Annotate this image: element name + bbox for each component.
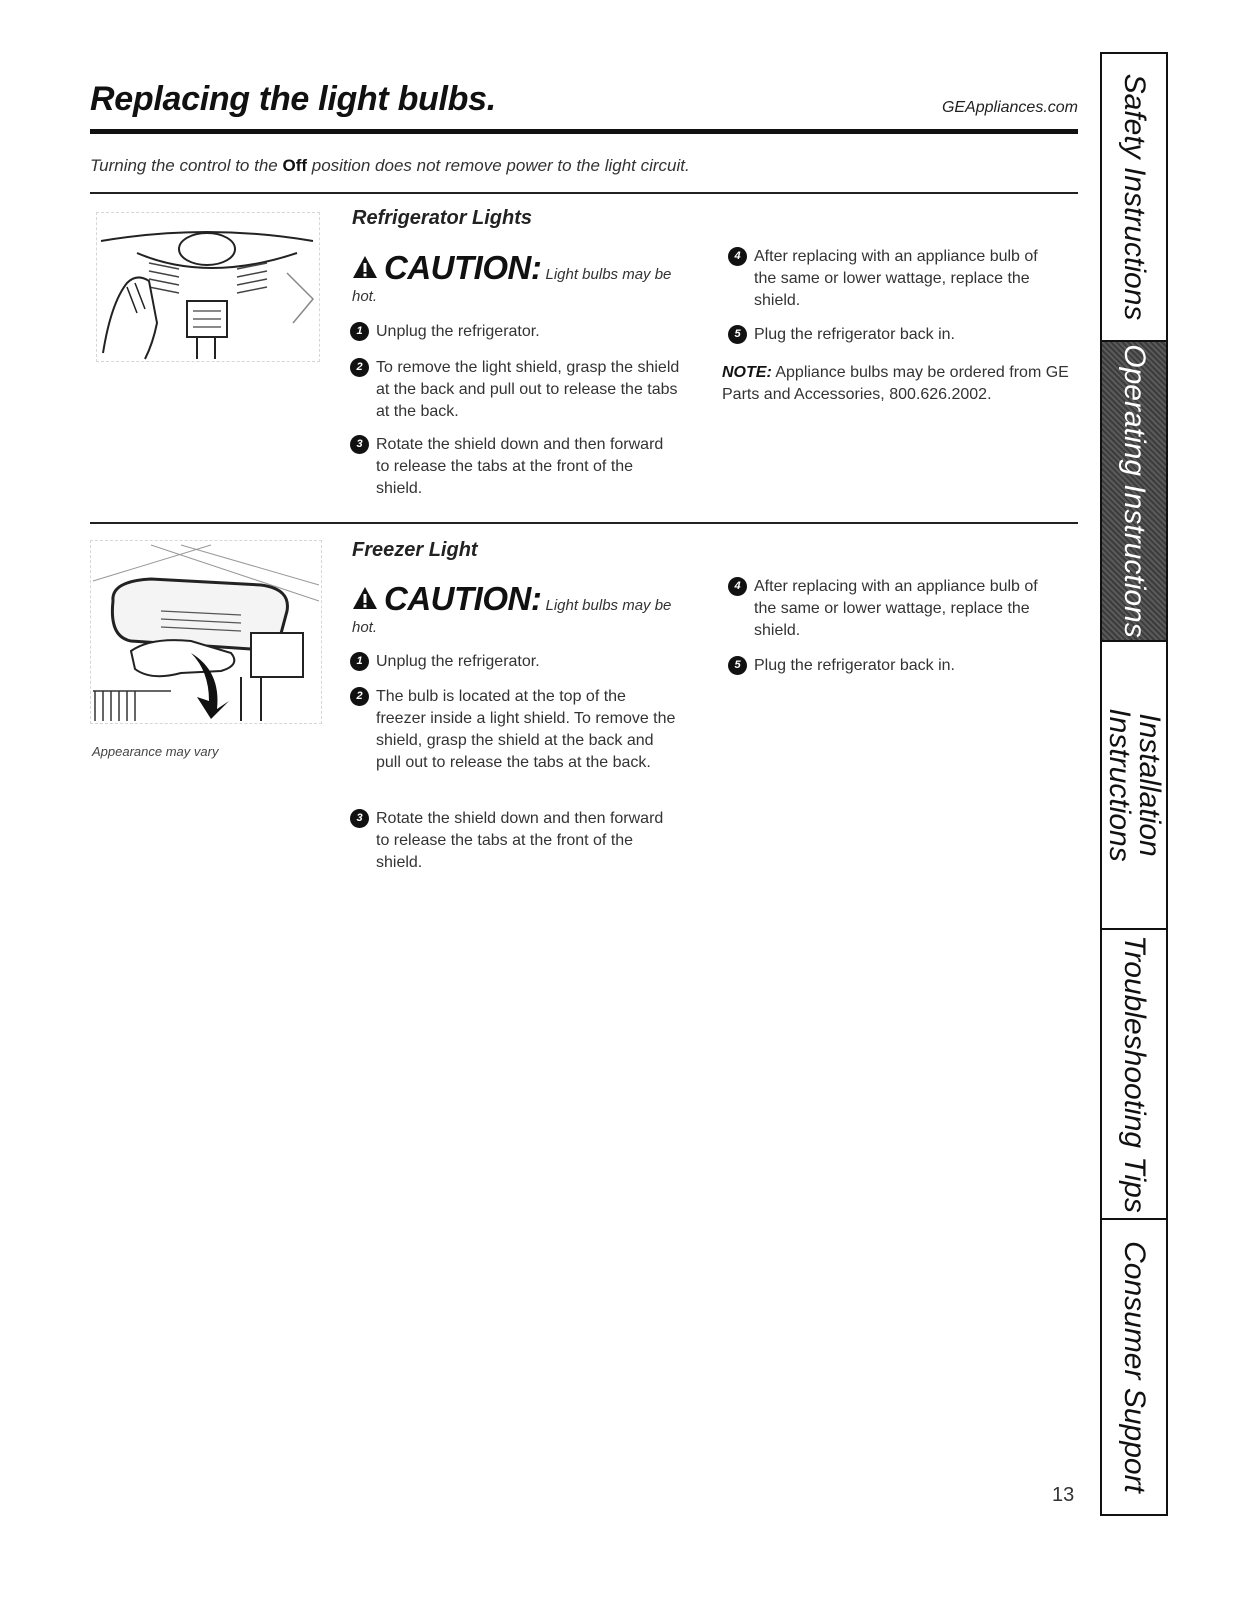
caution-word: CAUTION: xyxy=(384,580,542,617)
refrigerator-step-4 xyxy=(728,246,1058,312)
refrigerator-step-1 xyxy=(350,321,680,343)
caution-word: CAUTION: xyxy=(384,249,542,286)
parts-note xyxy=(722,362,1072,406)
step-number: 5 xyxy=(728,656,747,675)
step-number: 5 xyxy=(728,325,747,344)
section-tabs xyxy=(1100,52,1168,1516)
figure-caption: Appearance may vary xyxy=(92,744,219,759)
tab-installation-instructions[interactable] xyxy=(1102,642,1166,930)
warning-icon xyxy=(352,586,378,617)
step-text: Unplug the refrigerator. xyxy=(376,653,540,670)
tab-safety-instructions[interactable] xyxy=(1102,54,1166,342)
freezer-caution xyxy=(352,580,692,639)
step-text: The bulb is located at the top of the freezer inside a light shield. To remove the shield, grasp the shield at the back and pull out to release the tabs at the back. xyxy=(376,688,676,771)
page-title: Replacing the light bulbs. xyxy=(90,80,496,118)
freezer-section-title: Freezer Light xyxy=(352,539,478,561)
tab-operating-instructions[interactable] xyxy=(1102,342,1166,642)
step-number: 1 xyxy=(350,652,369,671)
refrigerator-step-3 xyxy=(350,434,680,500)
refrigerator-light-illustration xyxy=(96,212,320,362)
site-url: GEAppliances.com xyxy=(941,99,1078,116)
step-number: 3 xyxy=(350,435,369,454)
freezer-step-1 xyxy=(350,651,680,673)
tab-label: Operating Instructions xyxy=(1118,344,1151,638)
intro-note xyxy=(90,156,1050,176)
caution-text: Light bulbs may be hot. xyxy=(352,266,672,305)
step-text: Plug the refrigerator back in. xyxy=(754,657,955,674)
step-text: Unplug the refrigerator. xyxy=(376,323,540,340)
intro-before: Turning the control to the xyxy=(90,156,283,175)
intro-after: position does not remove power to the light circuit. xyxy=(307,156,690,175)
tab-label: Safety Instructions xyxy=(1118,73,1151,321)
refrigerator-section-title: Refrigerator Lights xyxy=(352,207,533,229)
step-number: 2 xyxy=(350,687,369,706)
refrigerator-step-5 xyxy=(728,324,1058,346)
step-text: After replacing with an appliance bulb of the same or lower wattage, replace the shield. xyxy=(754,248,1038,309)
refrigerator-step-2 xyxy=(350,357,680,423)
page-number: 13 xyxy=(1052,1484,1075,1506)
freezer-step-4 xyxy=(728,576,1058,642)
step-text: Plug the refrigerator back in. xyxy=(754,326,955,343)
step-number: 2 xyxy=(350,358,369,377)
step-text: After replacing with an appliance bulb of the same or lower wattage, replace the shield. xyxy=(754,578,1038,639)
note-label: NOTE: xyxy=(722,364,772,381)
tab-label: Troubleshooting Tips xyxy=(1118,935,1151,1213)
freezer-light-drawing xyxy=(91,541,321,723)
freezer-step-2 xyxy=(350,686,680,774)
step-text: Rotate the shield down and then forward to release the tabs at the front of the shield. xyxy=(376,810,664,871)
freezer-light-illustration xyxy=(90,540,322,724)
caution-text: Light bulbs may be hot. xyxy=(352,597,672,636)
note-text: Appliance bulbs may be ordered from GE Parts and Accessories, 800.626.2002. xyxy=(722,364,1069,403)
tab-troubleshooting-tips[interactable] xyxy=(1102,930,1166,1220)
step-text: Rotate the shield down and then forward to release the tabs at the front of the shield. xyxy=(376,436,664,497)
refrigerator-light-drawing xyxy=(97,213,319,361)
title-rule xyxy=(90,129,1078,134)
step-text: To remove the light shield, grasp the shield at the back and pull out to release the tabs at the back. xyxy=(376,359,680,420)
step-number: 4 xyxy=(728,247,747,266)
freezer-step-3 xyxy=(350,808,680,874)
step-number: 4 xyxy=(728,577,747,596)
step-number: 1 xyxy=(350,322,369,341)
section-divider xyxy=(90,192,1078,194)
tab-label: Consumer Support xyxy=(1118,1241,1151,1493)
refrigerator-caution xyxy=(352,249,692,308)
warning-icon xyxy=(352,255,378,286)
intro-bold: Off xyxy=(282,156,308,175)
section-divider xyxy=(90,522,1078,524)
step-number: 3 xyxy=(350,809,369,828)
tab-label: Installation Instructions xyxy=(1103,708,1166,862)
freezer-step-5 xyxy=(728,655,1058,677)
tab-consumer-support[interactable] xyxy=(1102,1220,1166,1514)
